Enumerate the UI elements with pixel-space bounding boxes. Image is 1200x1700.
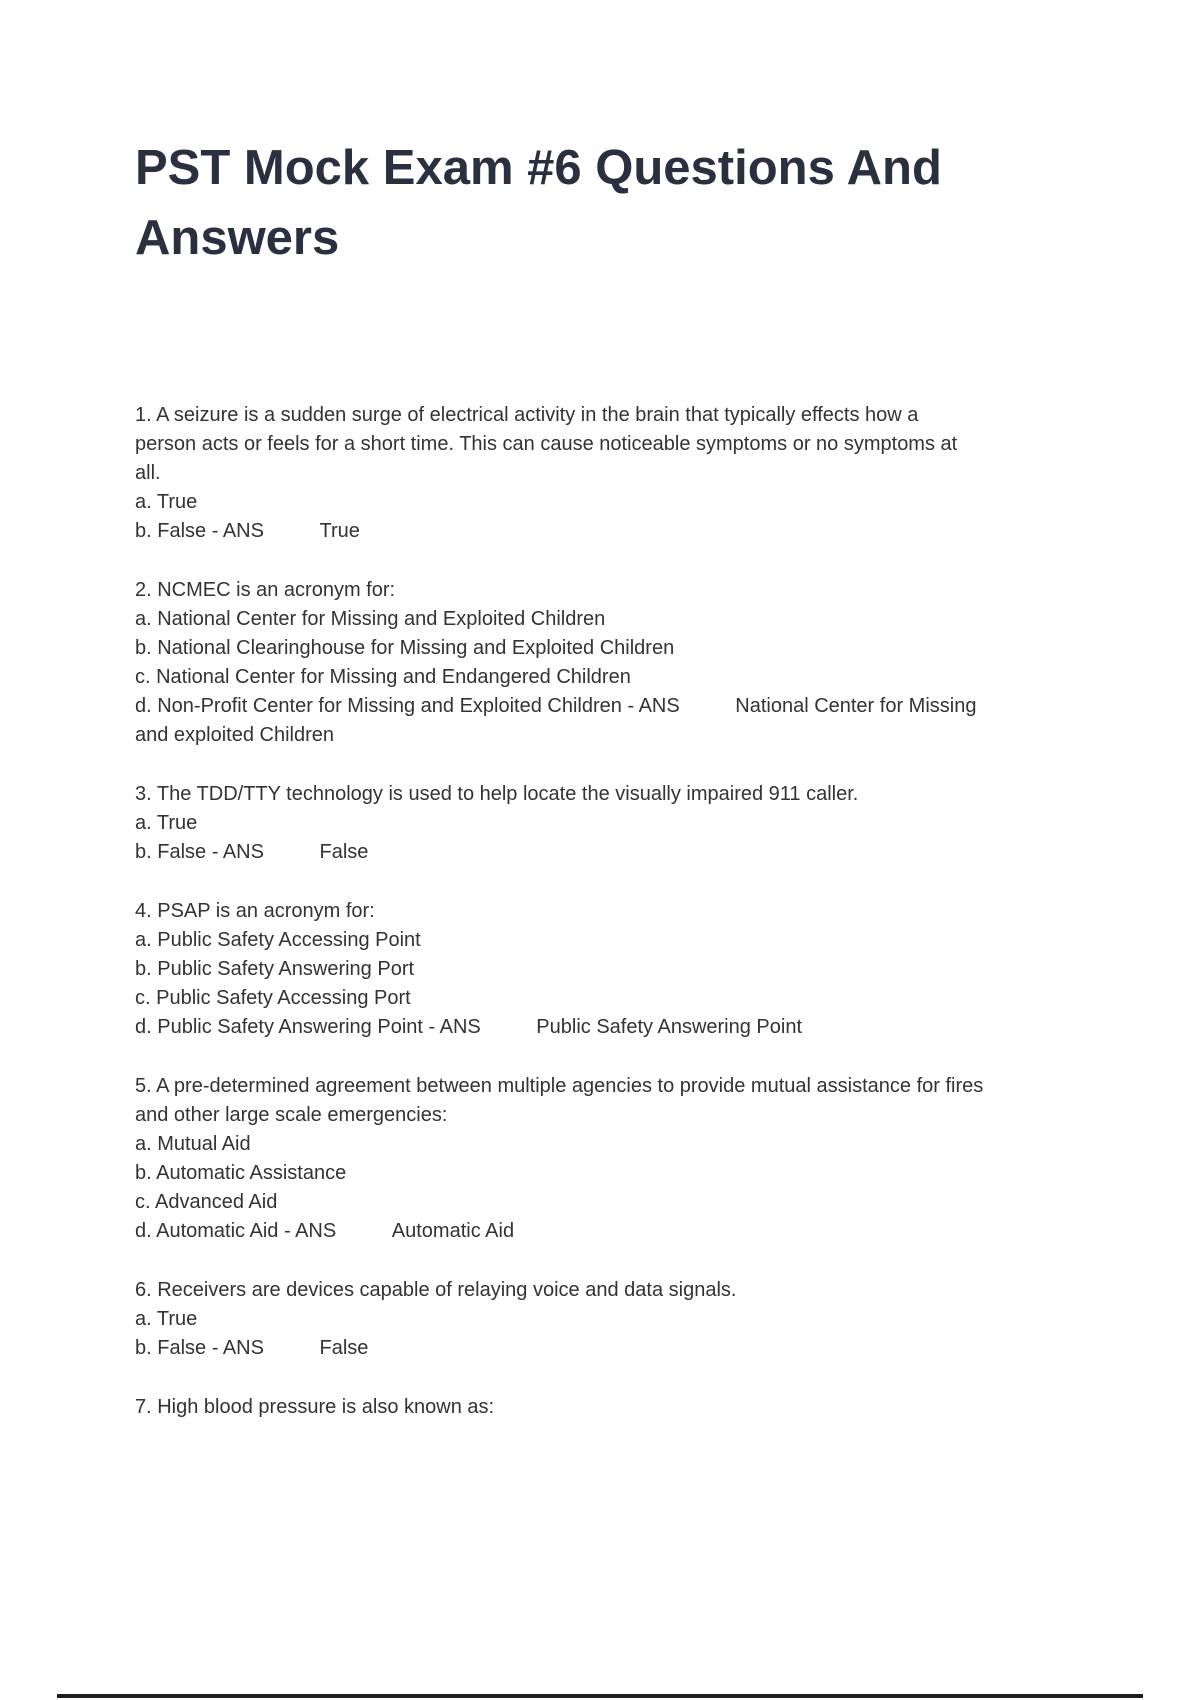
option-a-line: a. True: [135, 491, 198, 513]
document-title-line: Answers: [135, 211, 340, 265]
question-text-line: 7. High blood pressure is also known as:: [135, 1396, 495, 1418]
option-d-answer-line: d. Automatic Aid - ANS Automatic Aid: [135, 1220, 515, 1242]
option-a-line: a. True: [135, 1308, 198, 1330]
page-bottom-rule: [57, 1694, 1143, 1698]
question-text-line: 3. The TDD/TTY technology is used to help locate the visually impaired 911 caller.: [135, 783, 859, 805]
question-2: [135, 576, 1110, 750]
option-a-line: a. Mutual Aid: [135, 1133, 251, 1155]
option-c-line: c. National Center for Missing and Endangered Children: [135, 666, 631, 688]
option-b-line: b. Automatic Assistance: [135, 1162, 347, 1184]
question-text-line: person acts or feels for a short time. This can cause noticeable symptoms or no symptoms at: [135, 433, 958, 455]
question-text-line: all.: [135, 462, 161, 484]
question-1: [135, 401, 1110, 546]
document-title: [135, 133, 1110, 273]
question-text-line: 6. Receivers are devices capable of relaying voice and data signals.: [135, 1279, 737, 1301]
document-page: [135, 0, 1110, 1452]
question-list: [135, 401, 1110, 1422]
option-b-answer-line: b. False - ANS True: [135, 520, 360, 542]
question-text-line: and other large scale emergencies:: [135, 1104, 448, 1126]
option-c-line: c. Advanced Aid: [135, 1191, 278, 1213]
question-text-line: 5. A pre-determined agreement between multiple agencies to provide mutual assistance for fires: [135, 1075, 984, 1097]
question-text-line: 2. NCMEC is an acronym for:: [135, 579, 396, 601]
answer-continuation-line: and exploited Children: [135, 724, 335, 746]
option-b-line: b. National Clearinghouse for Missing and Exploited Children: [135, 637, 675, 659]
option-a-line: a. National Center for Missing and Exploited Children: [135, 608, 606, 630]
option-b-answer-line: b. False - ANS False: [135, 1337, 369, 1359]
question-4: [135, 897, 1110, 1042]
question-5: [135, 1072, 1110, 1246]
question-6: [135, 1276, 1110, 1363]
question-text-line: 4. PSAP is an acronym for:: [135, 900, 375, 922]
question-3: [135, 780, 1110, 867]
document-title-line: PST Mock Exam #6 Questions And: [135, 141, 942, 195]
question-text-line: 1. A seizure is a sudden surge of electrical activity in the brain that typically effects how a: [135, 404, 919, 426]
option-a-line: a. Public Safety Accessing Point: [135, 929, 421, 951]
question-7: [135, 1393, 1110, 1422]
option-b-answer-line: b. False - ANS False: [135, 841, 369, 863]
option-d-answer-line: d. Public Safety Answering Point - ANS Public Safety Answering Point: [135, 1016, 803, 1038]
option-c-line: c. Public Safety Accessing Port: [135, 987, 411, 1009]
option-a-line: a. True: [135, 812, 198, 834]
option-b-line: b. Public Safety Answering Port: [135, 958, 415, 980]
option-d-answer-line: d. Non-Profit Center for Missing and Exploited Children - ANS National Center for Missing: [135, 695, 977, 717]
